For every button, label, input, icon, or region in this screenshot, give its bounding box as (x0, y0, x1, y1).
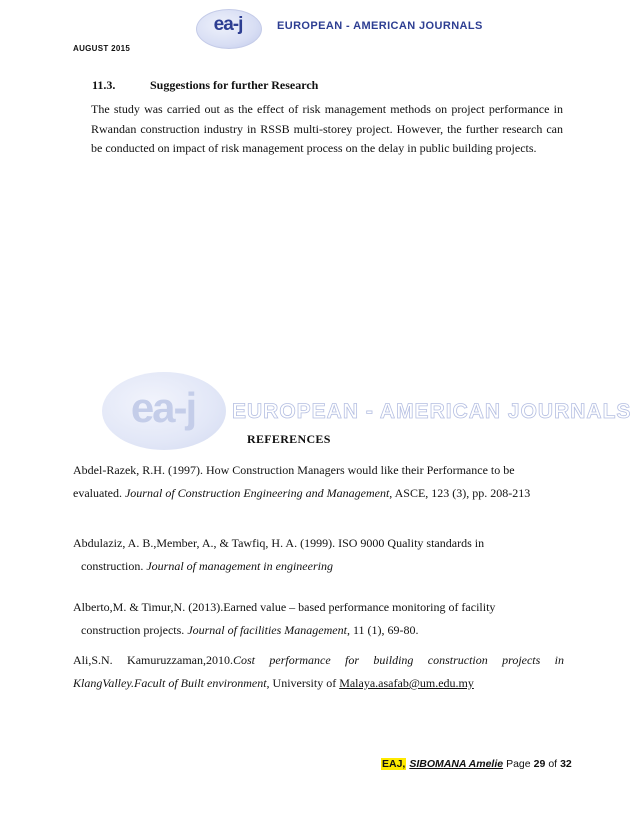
journal-logo-mark: ea-j (213, 14, 243, 35)
reference-text: evaluated. (73, 486, 125, 500)
reference-line: Alberto,M. & Timur,N. (2013).Earned value – based performance monitoring of facility (73, 600, 496, 614)
reference-item (73, 596, 564, 642)
reference-text: construction. (81, 559, 147, 573)
footer-page-number: 29 (533, 758, 546, 770)
section-paragraph: The study was carried out as the effect of risk management methods on project performance in Rwandan construction industry in RSSB multi-storey project. However, the further research can be conducted on impact of risk management process on the delay in public building projects. (91, 102, 563, 155)
reference-line (73, 619, 564, 642)
footer-author: SIBOMANA Amelie (409, 758, 504, 770)
reference-item (73, 532, 564, 578)
reference-journal: Journal of Construction Engineering and Management (124, 486, 390, 500)
reference-title: KlangValley.Facult of Built environment, (73, 676, 270, 690)
reference-line (73, 649, 564, 672)
reference-line (73, 555, 564, 578)
reference-text: construction projects. (81, 623, 188, 637)
footer-page-word: Page (506, 758, 531, 770)
reference-journal: Journal of facilities Management (187, 623, 347, 637)
reference-text: , 11 (1), 69-80. (346, 623, 419, 637)
footer-of-word: of (548, 758, 558, 770)
reference-text: University of (269, 676, 340, 690)
watermark-text: EUROPEAN - AMERICAN JOURNALS (232, 400, 632, 423)
reference-text: , ASCE, 123 (3), pp. 208-213 (389, 486, 531, 500)
journal-logo-text: EUROPEAN - AMERICAN JOURNALS (277, 20, 483, 32)
section-title: Suggestions for further Research (150, 78, 319, 92)
reference-line: Abdel-Razek, R.H. (1997). How Construction Managers would like their Performance to be (73, 463, 515, 477)
reference-line (73, 672, 564, 695)
header-date: AUGUST 2015 (73, 44, 131, 53)
reference-text: Ali,S.N. Kamuruzzaman,2010. (73, 653, 233, 667)
reference-journal: Journal of management in engineering (146, 559, 333, 573)
reference-item (73, 649, 564, 695)
footer-journal: EAJ, (382, 758, 406, 770)
page-footer (381, 758, 572, 770)
reference-line (73, 482, 564, 505)
email-link[interactable]: Malaya.asafab@um.edu.my (339, 676, 474, 690)
footer-page-total: 32 (560, 758, 572, 770)
reference-item (73, 459, 564, 505)
section-number: 11.3. (92, 78, 116, 92)
references-heading: REFERENCES (247, 432, 331, 446)
reference-line: Abdulaziz, A. B.,Member, A., & Tawfiq, H. A. (1999). ISO 9000 Quality standards in (73, 536, 485, 550)
reference-title: Cost performance for building construction projects in (233, 653, 565, 667)
watermark-logo-mark: ea-j (130, 384, 196, 431)
